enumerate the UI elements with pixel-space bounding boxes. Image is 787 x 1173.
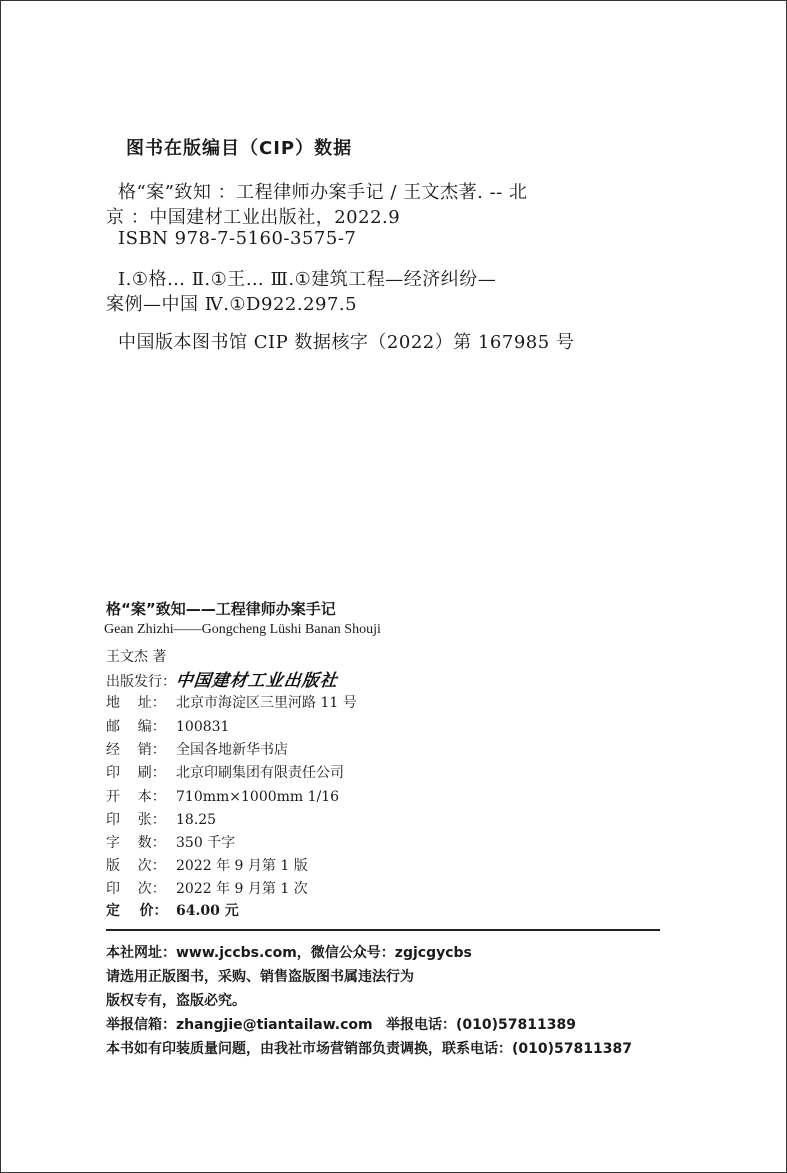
info-value: 2022 年 9 月第 1 次 bbox=[176, 881, 308, 897]
info-value: 北京印刷集团有限责任公司 bbox=[176, 765, 344, 781]
info-row bbox=[106, 809, 216, 829]
info-label: 邮 编： bbox=[106, 719, 166, 735]
book-title: 格“案”致知——工程律师办案手记 bbox=[106, 600, 336, 618]
info-label: 地 址： bbox=[106, 695, 166, 711]
info-row bbox=[106, 739, 288, 759]
info-label: 版 次： bbox=[106, 858, 166, 874]
info-value: 18.25 bbox=[176, 812, 217, 828]
info-value: 710mm×1000mm 1/16 bbox=[176, 789, 340, 805]
cip-classification-line-2: 案例—中国 Ⅳ.①D922.297.5 bbox=[106, 294, 358, 315]
cip-isbn: ISBN 978-7-5160-3575-7 bbox=[118, 228, 357, 249]
info-label: 印 张： bbox=[106, 812, 166, 828]
info-row bbox=[106, 855, 308, 875]
info-label: 定 价： bbox=[106, 903, 168, 919]
book-pinyin-title: Gean Zhizhi——Gongcheng Lüshi Banan Shouji bbox=[104, 622, 381, 637]
footer-report-email: 举报信箱：zhangjie@tiantailaw.com bbox=[106, 1017, 373, 1033]
info-label: 印 刷： bbox=[106, 765, 166, 781]
cip-heading: 图书在版编目（CIP）数据 bbox=[126, 138, 353, 159]
info-value: 100831 bbox=[176, 719, 230, 735]
book-author: 王文杰 著 bbox=[106, 649, 167, 665]
footer-copyright: 版权专有，盗版必究。 bbox=[106, 993, 246, 1009]
footer-website-line: 本社网址：www.jccbs.com，微信公众号：zgjcgycbs bbox=[106, 945, 472, 961]
footer-quality-contact: 本书如有印装质量问题，由我社市场营销部负责调换，联系电话：(010)57811387 bbox=[106, 1041, 632, 1057]
cip-title-line-2: 京 ：中国建材工业出版社，2022.9 bbox=[106, 207, 401, 228]
publisher-label: 出版发行： bbox=[106, 674, 176, 690]
info-value: 北京市海淀区三里河路 11 号 bbox=[176, 695, 357, 711]
info-row bbox=[106, 762, 344, 782]
info-value: 2022 年 9 月第 1 版 bbox=[176, 858, 308, 874]
info-label: 印 次： bbox=[106, 881, 166, 897]
publisher-logo: 中国建材工业出版社 bbox=[174, 671, 339, 691]
info-label: 开 本： bbox=[106, 789, 166, 805]
info-row bbox=[106, 900, 239, 920]
footer-divider bbox=[106, 929, 660, 931]
cip-title-line-1: 格“案”致知 ：工程律师办案手记 / 王文杰著. -- 北 bbox=[118, 182, 528, 203]
cip-record-number: 中国版本图书馆 CIP 数据核字（2022）第 167985 号 bbox=[118, 332, 575, 353]
info-row bbox=[106, 832, 235, 852]
info-row bbox=[106, 692, 357, 712]
info-row bbox=[106, 786, 339, 806]
publisher-row bbox=[106, 666, 338, 691]
info-row bbox=[106, 878, 308, 898]
info-value: 350 千字 bbox=[176, 835, 236, 851]
info-value: 64.00 元 bbox=[176, 903, 239, 919]
info-value: 全国各地新华书店 bbox=[176, 742, 288, 758]
info-row bbox=[106, 716, 229, 736]
footer-report-phone: 举报电话：(010)57811389 bbox=[386, 1017, 576, 1033]
info-label: 字 数： bbox=[106, 835, 166, 851]
info-label: 经 销： bbox=[106, 742, 166, 758]
cip-classification-line-1: Ⅰ.①格… Ⅱ.①王… Ⅲ.①建筑工程—经济纠纷— bbox=[118, 269, 497, 290]
footer-piracy-warning: 请选用正版图书，采购、销售盗版图书属违法行为 bbox=[106, 969, 414, 985]
